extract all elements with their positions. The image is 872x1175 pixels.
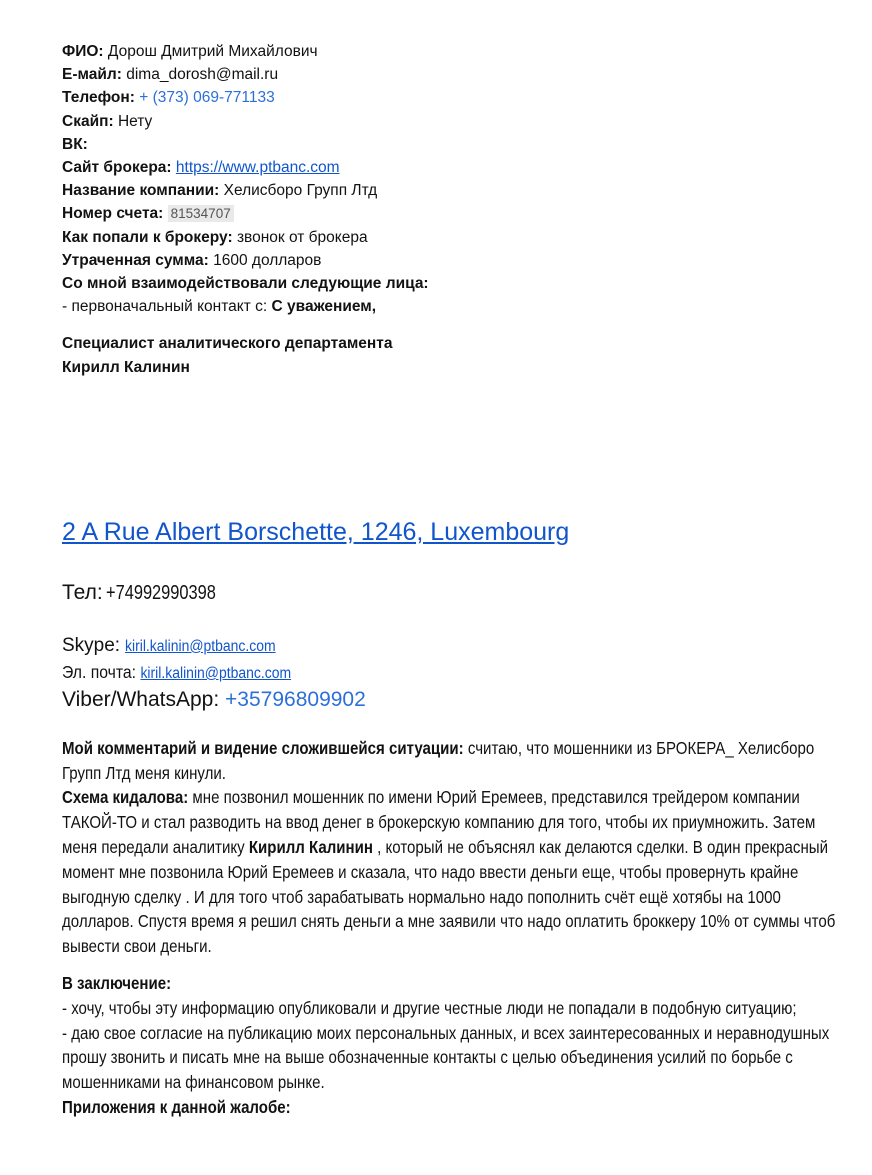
field-row-account [62,202,850,225]
field-label: Номер счета: [62,205,164,223]
scheme-paragraph [62,785,850,959]
conclusion-block [62,971,850,1120]
signature-block [62,332,850,378]
attachments-heading: Приложения к данной жалобе: [62,1097,291,1117]
conclusion-item: - хочу, чтобы эту информацию опубликовали и другие честные люди не попадали в подобную ситуацию; [62,997,797,1018]
field-row-how-found [62,226,850,249]
signature-name: Кирилл Калинин [62,358,190,376]
field-row-interacted-persons [62,272,850,295]
tel-line [62,579,850,607]
field-value: 1600 долларов [213,251,322,269]
tel-label: Тел: [62,580,103,604]
field-label: - первоначальный контакт с: [62,298,268,316]
field-row-vk [62,133,850,156]
viber-line [62,686,850,714]
field-row-initial-contact [62,295,850,318]
field-label: Название компании: [62,182,220,200]
field-value: звонок от брокера [236,228,368,246]
phone-link[interactable]: + (373) 069-771133 [139,89,275,107]
broker-site-link[interactable]: https://www.ptbanc.com [175,159,340,177]
field-label: Телефон: [62,89,135,107]
analyst-name: Кирилл Калинин [248,837,373,858]
signature-title: Специалист аналитического департамента [62,335,393,353]
field-value: Дорош Дмитрий Михайлович [107,43,318,60]
field-label: ВК: [62,135,88,153]
skype-link[interactable]: kiril.kalinin@ptbanc.com [125,637,276,655]
scheme-lead: Схема кидалова: [62,787,189,808]
field-value: Хелисборо Групп Лтд [223,182,378,200]
field-row-broker-site [62,156,850,179]
victim-info-block [62,40,850,318]
field-label: ФИО: [62,43,104,60]
viber-number[interactable]: +35796809902 [225,687,366,711]
address-line [62,515,850,549]
field-row-lost-sum [62,249,850,272]
field-value: dima_dorosh@mail.ru [126,66,279,84]
conclusion-heading: В заключение: [62,973,172,994]
account-number: 81534707 [168,205,234,222]
email-link[interactable]: kiril.kalinin@ptbanc.com [140,664,292,682]
field-row-phone [62,86,850,109]
commentary-paragraph [62,736,850,786]
commentary-lead: Мой комментарий и видение сложившейся ситуации: [62,737,464,758]
conclusion-item: - даю свое согласие на публикацию моих персональных данных, и всех заинтересованных и неравнодушных прошу звонить и писать мне на выше обозначенные контакты с целью объединения усилий по борьбе с мошенниками на финансовом рынке. [62,1022,830,1093]
scheme-text-1: мне позвонил мошенник по имени Юрий Еремеев, представился трейдером компании ТАКОЙ-ТО и стал разводить на ввод денег в брокерскую компанию для того, чтобы их приумножить. Затем меня передали аналитику [62,787,816,858]
field-row-skype [62,110,850,133]
field-label: Скайп: [62,112,114,130]
field-label: Как попали к брокеру: [62,228,233,246]
field-value: С уважением, [271,298,377,316]
field-label: Е-майл: [62,66,122,84]
skype-line [62,633,850,660]
field-label: Сайт брокера: [62,159,172,177]
commentary-text: считаю, что мошенники из БРОКЕРА_ Хелисборо Групп Лтд меня кинули. [62,737,815,783]
viber-label: Viber/WhatsApp: [62,687,220,711]
field-label: Со мной взаимодействовали следующие лица: [62,275,429,293]
field-label: Утраченная сумма: [62,251,209,269]
field-value: Нету [117,112,153,130]
field-row-company [62,179,850,202]
narrative-block [62,736,850,1120]
email-line [62,660,849,686]
field-row-fio [62,40,850,63]
tel-number: +74992990398 [105,580,216,604]
scheme-text-2: , который не объяснял как делаются сделки. В один прекрасный момент мне позвонила Юрий Еремеев и сказала, что надо ввести деньги еще, чтобы провернуть крайне выгодную сделку . И для того чтоб зарабатывать нормально надо пополнить счёт ещё хотябы на 1000 долларов. Спустя время я решил снять деньги а мне заявили что надо оплатить броккеру 10% от суммы чтоб вывести свои деньги. [62,837,836,957]
email-label: Эл. почта: [62,661,137,682]
skype-label: Skype: [62,634,121,656]
field-row-email [62,63,850,86]
address-link[interactable]: 2 A Rue Albert Borschette, 1246, Luxembourg [62,517,570,546]
